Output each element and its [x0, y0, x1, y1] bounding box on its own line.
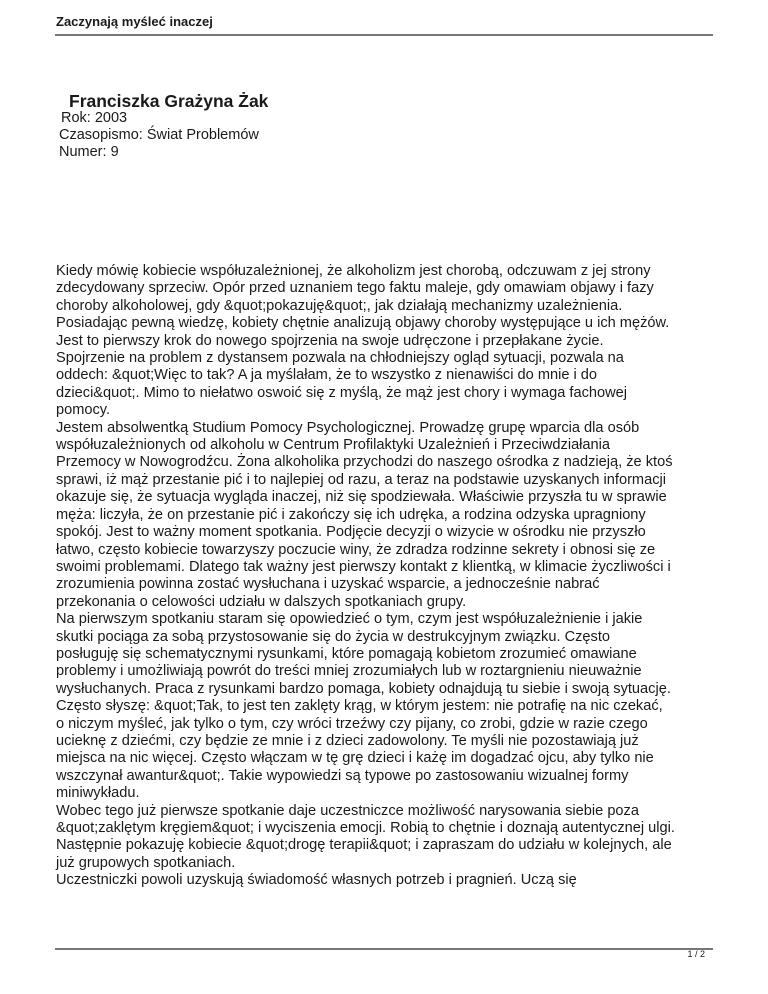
- body-text-line: choroby alkoholowej, gdy &quot;pokazuję&quot;, jak działają mechanizmy uzależnienia.: [56, 297, 623, 314]
- header-divider: [55, 34, 713, 36]
- body-text-line: Jest to pierwszy krok do nowego spojrzenia na swoje udręczone i przepłakane życie.: [56, 332, 604, 349]
- body-text-line: Często słyszę: &quot;Tak, to jest ten zaklęty krąg, w którym jestem: nie potrafię na nic czekać,: [56, 698, 663, 715]
- body-text-line: zrozumienia powinna zostać wysłuchana i uzyskać wsparcie, a jednocześnie nabrać: [56, 576, 600, 593]
- body-text-line: Spojrzenie na problem z dystansem pozwala na chłodniejszy ogląd sytuacji, pozwala na: [56, 350, 624, 367]
- body-text-line: współuzależnionych od alkoholu w Centrum Profilaktyki Uzależnień i Przeciwdziałania: [56, 437, 611, 454]
- body-text-line: &quot;zaklętym kręgiem&quot; i wyciszenia emocji. Robią to chętnie i doznają autentycznej ulgi.: [56, 820, 675, 836]
- body-text-line: Posiadając pewną wiedzę, kobiety chętnie analizują objawy choroby występujące u ich mężów.: [56, 315, 670, 332]
- body-text-line: Uczestniczki powoli uzyskują świadomość własnych potrzeb i pragnień. Uczą się: [56, 872, 577, 889]
- body-text-line: sprawi, iż mąż przestanie pić i to najlepiej od razu, a teraz na podstawie uzyskanych informacji: [56, 471, 666, 488]
- body-text-line: miejsca na nic więcej. Często włączam w tę grę dzieci i każę im dogadzać ojcu, aby tylko nie: [56, 750, 654, 767]
- body-text-line: Przemocy w Nowogrodźcu. Żona alkoholika przychodzi do naszego ośrodka z nadzieją, że ktoś: [56, 454, 673, 471]
- article-body: [56, 263, 675, 890]
- body-text-line: pomocy.: [56, 402, 111, 419]
- body-text-line: męża: liczyła, że on przestanie pić i zakończy się ich udręka, a rodzina odzyska upragniony: [56, 506, 646, 523]
- document-header-title: Zaczynają myśleć inaczej: [56, 14, 213, 29]
- body-text-line: Kiedy mówię kobiecie współuzależnionej, że alkoholizm jest chorobą, odczuwam z jej strony: [56, 263, 651, 279]
- body-text-line: oddech: &quot;Więc to tak? A ja myślałam, że to wszystko z nienawiści do mnie i do: [56, 367, 598, 384]
- body-text-line: problemy i umożliwiają powrót do treści mniej zrozumiałych lub w roztargnieniu nieuważnie: [56, 663, 642, 680]
- body-text-line: posługuję się schematycznymi rysunkami, które pomagają kobietom zrozumieć omawiane: [56, 645, 637, 662]
- article-author: Franciszka Grażyna Żak: [69, 91, 269, 111]
- article-journal: Czasopismo: Świat Problemów: [59, 127, 259, 143]
- body-text-line: dzieci&quot;. Mimo to niełatwo oswoić się z myślą, że mąż jest chory i wymaga fachowej: [56, 384, 627, 401]
- page-number: 1 / 2: [687, 949, 705, 959]
- body-text-line: okazuje się, że sytuacja wygląda inaczej, niż się spodziewała. Właściwie przyszła tu w sprawie: [56, 489, 667, 506]
- body-text-line: ucieknę z dziećmi, czy będzie ze mnie i z dzieci zadowolony. Te myśli nie pozostawiają już: [56, 732, 639, 749]
- footer-divider: [55, 948, 713, 950]
- body-text-line: wszczynał awantur&quot;. Takie wypowiedzi są typowe po zastosowaniu wizualnej formy: [56, 767, 629, 784]
- article-issue: Numer: 9: [59, 144, 119, 160]
- body-text-line: przekonania o celowości udziału w dalszych spotkaniach grupy.: [56, 593, 467, 610]
- body-text-line: skutki pociąga za sobą przystosowanie się do życia w destrukcyjnym związku. Często: [56, 628, 610, 645]
- body-text-line: Następnie pokazuję kobiecie &quot;drogę terapii&quot; i zapraszam do udziału w kolejnych, ale: [56, 837, 672, 854]
- body-text-line: już grupowych spotkaniach.: [56, 854, 236, 871]
- article-year: Rok: 2003: [61, 110, 128, 126]
- body-text-line: swoimi problemami. Dlatego tak ważny jest pierwszy kontakt z klientką, w klimacie życzliwości i: [56, 558, 671, 575]
- body-text-line: zdecydowany sprzeciw. Opór przed uznaniem tego faktu maleje, gdy omawiam objawy i fazy: [56, 280, 654, 297]
- body-text-line: Na pierwszym spotkaniu staram się opowiedzieć o tym, czym jest współuzależnienie i jakie: [56, 611, 643, 628]
- body-text-line: o niczym myśleć, jak tylko o tym, czy wróci trzeźwy czy pijany, co zrobi, gdzie w razie czego: [56, 715, 648, 732]
- body-text-line: Jestem absolwentką Studium Pomocy Psychologicznej. Prowadzę grupę wparcia dla osób: [56, 419, 640, 436]
- body-text-line: miniwykładu.: [56, 785, 140, 802]
- body-text-line: wysłuchanych. Praca z rysunkami bardzo pomaga, kobiety odnajdują tu siebie i swoją sytuację.: [56, 680, 671, 697]
- article-meta: [59, 110, 259, 161]
- body-text-line: spokój. Jest to ważny moment spotkania. Podjęcie decyzji o wizycie w ośrodku nie przyszło: [56, 524, 646, 541]
- body-text-line: Wobec tego już pierwsze spotkanie daje uczestniczce możliwość narysowania siebie poza: [56, 802, 639, 819]
- body-text-line: łatwo, często kobiecie towarzyszy poczucie winy, że zdradza rodzinne sekrety i obnosi się ze: [56, 541, 656, 558]
